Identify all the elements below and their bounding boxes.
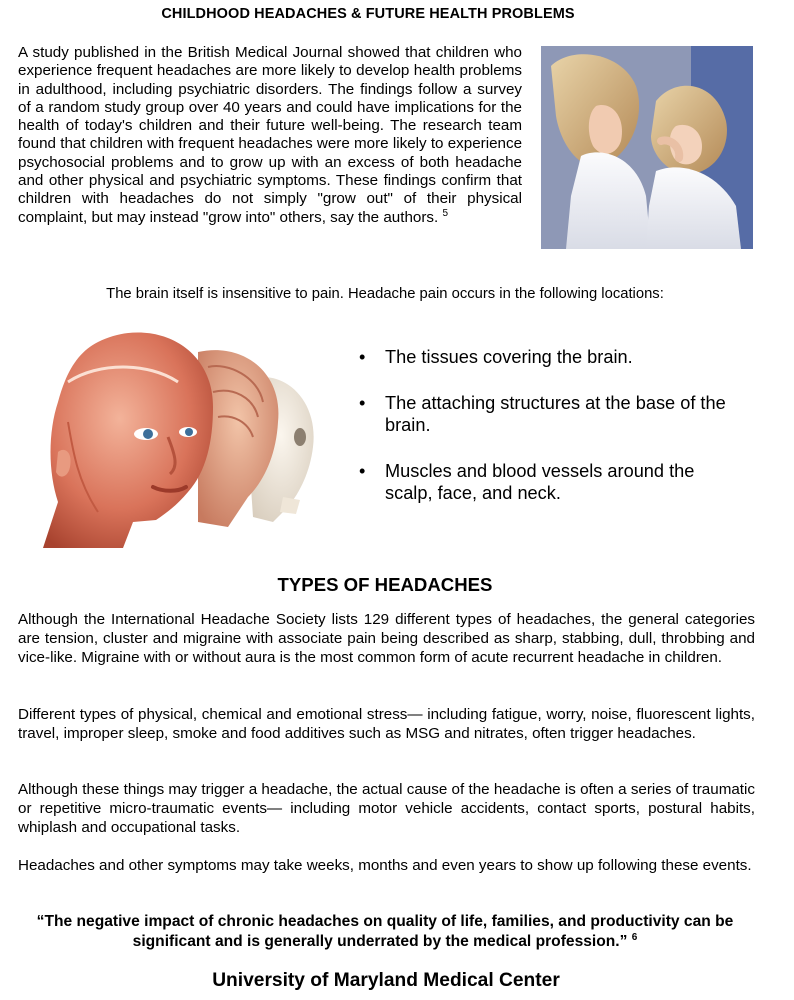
paragraph-stress: Different types of physical, chemical and emotional stress— including fatigue, worry, noise, fluorescent lights, travel, improper sleep, smoke and food additives such as MSG and nitrates, often trigger headaches. <box>18 706 755 742</box>
quote-line-2: significant and is generally underrated by the medical profession.” <box>132 932 628 950</box>
intro-text: A study published in the British Medical Journal showed that children who experience frequent headaches are more likely to develop health problems in adulthood, including psychiatric disorders. The findings follow a survey of a random study group over 40 years and could have implications for the health of today's children and their future well-being. The research team found that children with frequent headaches were more likely to experience psychosocial problems and to grow up with an excess of both headache and other physical and psychiatric symptoms. These findings confirm that children with headaches do not simply "grow out" of their physical complaint, but may instead "grow into" others, say the authors. <box>18 44 523 226</box>
location-text: The attaching structures at the base of the brain. <box>385 393 726 435</box>
paragraph-onset: Headaches and other symptoms may take weeks, months and even years to show up following these events. <box>18 857 752 874</box>
bullet: • <box>359 461 366 481</box>
types-heading: TYPES OF HEADACHES <box>277 574 493 595</box>
list-item <box>357 460 737 504</box>
bullet: • <box>359 347 366 367</box>
quote-line-1: “The negative impact of chronic headaches on quality of life, families, and productivity can be <box>36 913 734 930</box>
quote-footnote: 6 <box>631 931 638 943</box>
source-footer: University of Maryland Medical Center <box>212 970 560 991</box>
paragraph-categories: Although the International Headache Society lists 129 different types of headaches, the general categories are tension, cluster and migraine with associate pain being described as sharp, stabbing, dull, throbbing and vice-like. Migraine with or without aura is the most common form of acute recurrent headache in children. <box>18 611 755 666</box>
intro-paragraph <box>18 44 522 227</box>
location-text: Muscles and blood vessels around the scalp, face, and neck. <box>385 461 695 503</box>
paragraph-causes: Although these things may trigger a headache, the actual cause of the headache is often a series of traumatic or repetitive micro-traumatic events— including motor vehicle accidents, contact sports, postural habits, whiplash and occupational tasks. <box>18 781 755 836</box>
bullet: • <box>359 393 366 413</box>
list-item <box>357 346 737 368</box>
brain-statement: The brain itself is insensitive to pain. Headache pain occurs in the following locations: <box>106 286 664 302</box>
pain-locations-list <box>357 346 737 528</box>
anatomy-head-layers <box>38 322 324 548</box>
list-item <box>357 392 737 436</box>
intro-footnote: 5 <box>442 207 449 219</box>
location-text: The tissues covering the brain. <box>385 347 633 367</box>
anatomy-illustration <box>38 322 324 548</box>
quote <box>0 912 770 951</box>
girls-photo-illustration <box>541 46 753 249</box>
page-title: CHILDHOOD HEADACHES & FUTURE HEALTH PROBLEMS <box>161 6 575 22</box>
girls-photo <box>541 46 753 249</box>
